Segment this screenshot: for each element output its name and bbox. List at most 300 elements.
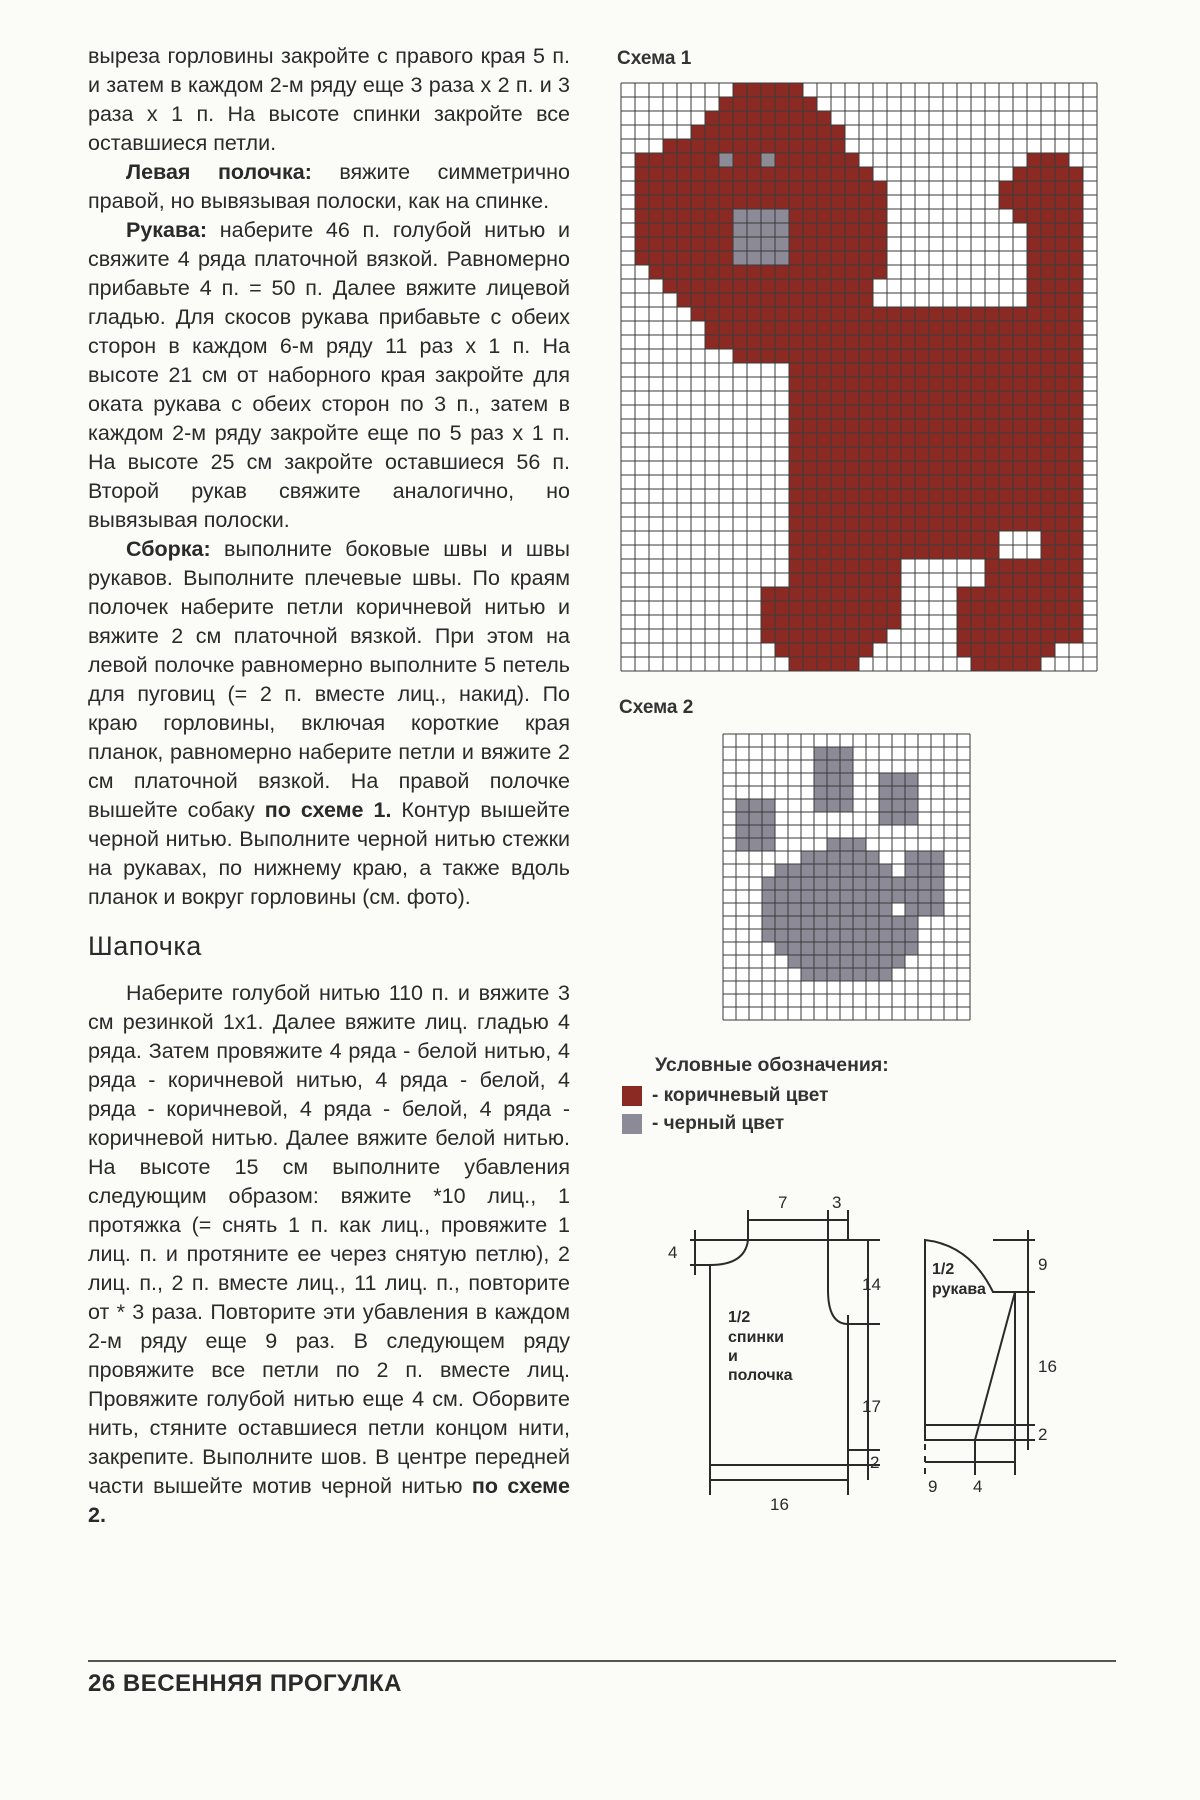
grid-cell xyxy=(971,545,985,559)
grid-cell xyxy=(719,335,733,349)
grid-cell xyxy=(761,265,775,279)
text-run: выреза горловины закройте с правого края 5 п. и затем в каждом 2-м ряду еще 3 раза х 2 п. и 3 раза х 1 п. На высоте спинки закройте все оставшиеся петли. xyxy=(88,44,570,155)
grid-cell xyxy=(817,587,831,601)
grid-cell xyxy=(840,929,853,942)
grid-cell xyxy=(817,223,831,237)
grid-cell xyxy=(705,167,719,181)
body-label-1: 1/2 xyxy=(728,1309,751,1326)
grid-cell xyxy=(879,968,892,981)
grid-cell xyxy=(775,587,789,601)
paragraph xyxy=(88,216,570,535)
grid-cell xyxy=(789,447,803,461)
grid-cell xyxy=(649,153,663,167)
grid-cell xyxy=(789,265,803,279)
grid-cell xyxy=(1041,209,1055,223)
grid-cell xyxy=(1055,293,1069,307)
grid-cell xyxy=(1013,321,1027,335)
grid-cell xyxy=(803,405,817,419)
grid-cell xyxy=(879,942,892,955)
grid-cell xyxy=(985,321,999,335)
grid-cell xyxy=(733,111,747,125)
grid-cell xyxy=(817,517,831,531)
grid-cell xyxy=(801,903,814,916)
grid-cell xyxy=(733,223,747,237)
grid-cell xyxy=(831,265,845,279)
grid-cell xyxy=(1055,559,1069,573)
grid-cell xyxy=(915,335,929,349)
grid-cell xyxy=(733,181,747,195)
grid-cell xyxy=(1069,587,1083,601)
grid-cell xyxy=(971,419,985,433)
grid-cell xyxy=(1069,517,1083,531)
grid-cell xyxy=(859,643,873,657)
grid-cell xyxy=(873,251,887,265)
grid-cell xyxy=(915,419,929,433)
grid-cell xyxy=(814,929,827,942)
grid-cell xyxy=(775,307,789,321)
text-run: Наберите голубой нитью 110 п. и вяжите 3 см резинкой 1х1. Далее вяжите лиц. гладью 4 ряда. Затем провяжите 4 ряда - белой нитью, 4 ряда - коричневой нитью, 4 ряда - белой, 4 ряда - коричневой, 4 ряда - белой, 4 ряда - коричневой нитью. Далее вяжите белой нитью. На высоте 15 см выполните убавления следующим образом: вяжите *10 лиц., 1 протяжка (= снять 1 п. как лиц., провяжите 1 лиц. п. и протяните ее через снятую петлю), 2 лиц. п., 2 п. вместе лиц., 11 лиц. п., повторите от * 3 раза. Повторите эти убавления в каждом 2-м ряду еще 9 раз. В следующем ряду провяжите все петли по 2 п. вместе лиц. Провяжите голубой нитью еще 4 см. Оборвите нить, стяните оставшиеся петли концом нити, закрепите. Выполните шов. В центре передней части вышейте мотив черной нитью xyxy=(88,981,570,1498)
grid-cell xyxy=(677,167,691,181)
grid-cell xyxy=(873,349,887,363)
grid-cell xyxy=(705,139,719,153)
grid-cell xyxy=(985,475,999,489)
grid-cell xyxy=(761,153,775,167)
grid-cell xyxy=(803,363,817,377)
grid-cell xyxy=(1055,223,1069,237)
page-number: 26 xyxy=(88,1670,116,1697)
grid-cell xyxy=(788,955,801,968)
grid-cell xyxy=(1013,335,1027,349)
grid-cell xyxy=(918,903,931,916)
grid-cell xyxy=(873,377,887,391)
grid-cell xyxy=(747,223,761,237)
grid-cell xyxy=(873,335,887,349)
grid-cell xyxy=(985,559,999,573)
grid-cell xyxy=(801,851,814,864)
grid-cell xyxy=(831,587,845,601)
grid-cell xyxy=(691,209,705,223)
grid-cell xyxy=(1055,461,1069,475)
grid-cell xyxy=(999,321,1013,335)
grid-cell xyxy=(957,447,971,461)
grid-cell xyxy=(999,601,1013,615)
grid-cell xyxy=(1041,601,1055,615)
grid-cell xyxy=(801,955,814,968)
grid-cell xyxy=(1069,391,1083,405)
grid-cell xyxy=(635,181,649,195)
grid-cell xyxy=(705,279,719,293)
grid-cell xyxy=(814,799,827,812)
grid-cell xyxy=(761,237,775,251)
grid-cell xyxy=(873,447,887,461)
grid-cell xyxy=(789,307,803,321)
grid-cell xyxy=(817,503,831,517)
grid-cell xyxy=(985,307,999,321)
grid-cell xyxy=(814,955,827,968)
grid-cell xyxy=(719,279,733,293)
grid-cell xyxy=(859,307,873,321)
grid-cell xyxy=(999,335,1013,349)
grid-cell xyxy=(901,489,915,503)
grid-cell xyxy=(845,251,859,265)
scheme2-title: Схема 2 xyxy=(619,697,694,718)
grid-cell xyxy=(803,335,817,349)
grid-cell xyxy=(1013,503,1027,517)
grid-cell xyxy=(845,461,859,475)
grid-cell xyxy=(859,209,873,223)
grid-cell xyxy=(803,447,817,461)
grid-cell xyxy=(957,391,971,405)
grid-cell xyxy=(817,419,831,433)
grid-cell xyxy=(905,864,918,877)
grid-cell xyxy=(1055,447,1069,461)
grid-cell xyxy=(929,475,943,489)
grid-cell xyxy=(1027,391,1041,405)
grid-cell xyxy=(1027,223,1041,237)
grid-cell xyxy=(957,615,971,629)
grid-cell xyxy=(1069,223,1083,237)
grid-cell xyxy=(915,545,929,559)
grid-cell xyxy=(803,307,817,321)
footer-divider xyxy=(88,1660,1116,1662)
grid-cell xyxy=(803,461,817,475)
grid-cell xyxy=(1041,629,1055,643)
grid-cell xyxy=(775,615,789,629)
grid-cell xyxy=(817,153,831,167)
grid-cell xyxy=(831,377,845,391)
grid-cell xyxy=(1055,307,1069,321)
grid-cell xyxy=(845,643,859,657)
grid-cell xyxy=(1027,195,1041,209)
grid-cell xyxy=(873,209,887,223)
grid-cell xyxy=(971,349,985,363)
grid-cell xyxy=(957,405,971,419)
grid-cell xyxy=(817,237,831,251)
grid-cell xyxy=(831,125,845,139)
grid-cell xyxy=(801,890,814,903)
grid-cell xyxy=(788,929,801,942)
grid-cell xyxy=(866,955,879,968)
grid-cell xyxy=(747,111,761,125)
grid-cell xyxy=(803,251,817,265)
grid-cell xyxy=(789,643,803,657)
grid-cell xyxy=(873,615,887,629)
grid-cell xyxy=(789,573,803,587)
grid-cell xyxy=(831,531,845,545)
grid-cell xyxy=(845,181,859,195)
grid-cell xyxy=(1013,307,1027,321)
grid-cell xyxy=(677,139,691,153)
grid-cell xyxy=(873,545,887,559)
grid-cell xyxy=(853,942,866,955)
grid-cell xyxy=(1013,349,1027,363)
paragraph xyxy=(88,158,570,216)
grid-cell xyxy=(831,405,845,419)
grid-cell xyxy=(827,864,840,877)
grid-cell xyxy=(733,293,747,307)
grid-cell xyxy=(814,968,827,981)
grid-cell xyxy=(817,601,831,615)
grid-cell xyxy=(901,349,915,363)
grid-cell xyxy=(873,419,887,433)
grid-cell xyxy=(817,139,831,153)
grid-cell xyxy=(677,265,691,279)
grid-cell xyxy=(999,587,1013,601)
grid-cell xyxy=(873,601,887,615)
grid-cell xyxy=(859,363,873,377)
grid-cell xyxy=(803,489,817,503)
grid-cell xyxy=(747,335,761,349)
grid-cell xyxy=(915,321,929,335)
grid-cell xyxy=(789,489,803,503)
grid-cell xyxy=(957,433,971,447)
grid-cell xyxy=(762,799,775,812)
grid-cell xyxy=(775,209,789,223)
grid-cell xyxy=(845,391,859,405)
grid-cell xyxy=(971,307,985,321)
legend-label-black: - черный цвет xyxy=(652,1113,785,1134)
grid-cell xyxy=(879,864,892,877)
grid-cell xyxy=(1013,181,1027,195)
grid-cell xyxy=(840,747,853,760)
grid-cell xyxy=(985,419,999,433)
grid-cell xyxy=(859,251,873,265)
grid-cell xyxy=(649,195,663,209)
body-label-4: полочка xyxy=(728,1367,793,1384)
grid-cell xyxy=(999,195,1013,209)
grid-cell xyxy=(1041,335,1055,349)
grid-cell xyxy=(747,97,761,111)
grid-cell xyxy=(803,321,817,335)
grid-cell xyxy=(971,657,985,671)
grid-cell xyxy=(788,864,801,877)
grid-cell xyxy=(831,615,845,629)
grid-cell xyxy=(803,279,817,293)
grid-cell xyxy=(635,237,649,251)
grid-cell xyxy=(761,111,775,125)
grid-cell xyxy=(1069,209,1083,223)
grid-cell xyxy=(827,838,840,851)
grid-cell xyxy=(1055,167,1069,181)
dim-right-bot: 2 xyxy=(870,1453,880,1472)
grid-cell xyxy=(761,349,775,363)
grid-cell xyxy=(775,125,789,139)
grid-cell xyxy=(845,167,859,181)
grid-cell xyxy=(733,307,747,321)
grid-cell xyxy=(677,181,691,195)
grid-cell xyxy=(663,223,677,237)
grid-cell xyxy=(789,475,803,489)
grid-cell xyxy=(859,391,873,405)
grid-cell xyxy=(1041,405,1055,419)
grid-cell xyxy=(887,559,901,573)
grid-cell xyxy=(762,825,775,838)
grid-cell xyxy=(831,139,845,153)
grid-cell xyxy=(817,447,831,461)
grid-cell xyxy=(803,587,817,601)
dim-right-top: 14 xyxy=(862,1275,881,1294)
grid-cell xyxy=(801,968,814,981)
grid-cell xyxy=(905,942,918,955)
grid-cell xyxy=(775,181,789,195)
grid-cell xyxy=(1013,195,1027,209)
grid-cell xyxy=(892,916,905,929)
grid-cell xyxy=(985,377,999,391)
grid-cell xyxy=(775,903,788,916)
grid-cell xyxy=(845,587,859,601)
grid-cell xyxy=(918,864,931,877)
grid-cell xyxy=(840,864,853,877)
grid-cell xyxy=(985,363,999,377)
grid-cell xyxy=(985,405,999,419)
grid-cell xyxy=(1069,251,1083,265)
grid-cell xyxy=(929,433,943,447)
grid-cell xyxy=(845,531,859,545)
grid-cell xyxy=(827,916,840,929)
grid-cell xyxy=(971,405,985,419)
grid-cell xyxy=(859,573,873,587)
grid-cell xyxy=(1055,195,1069,209)
grid-cell xyxy=(892,955,905,968)
grid-cell xyxy=(817,657,831,671)
grid-cell xyxy=(1055,237,1069,251)
grid-cell xyxy=(1041,489,1055,503)
grid-cell xyxy=(887,419,901,433)
grid-cell xyxy=(859,321,873,335)
grid-cell xyxy=(1027,153,1041,167)
grid-cell xyxy=(817,475,831,489)
grid-cell xyxy=(1055,475,1069,489)
grid-cell xyxy=(663,279,677,293)
grid-cell xyxy=(803,139,817,153)
grid-cell xyxy=(719,111,733,125)
grid-cell xyxy=(892,929,905,942)
grid-cell xyxy=(817,251,831,265)
grid-cell xyxy=(879,812,892,825)
grid-cell xyxy=(901,503,915,517)
legend-item-brown xyxy=(622,1082,828,1110)
grid-cell xyxy=(866,877,879,890)
grid-cell xyxy=(733,237,747,251)
grid-cell xyxy=(719,265,733,279)
grid-cell xyxy=(827,786,840,799)
grid-cell xyxy=(1055,391,1069,405)
grid-cell xyxy=(1027,601,1041,615)
grid-cell xyxy=(999,405,1013,419)
grid-cell xyxy=(985,447,999,461)
grid-cell xyxy=(817,391,831,405)
grid-cell xyxy=(749,812,762,825)
grid-cell xyxy=(775,916,788,929)
grid-cell xyxy=(887,615,901,629)
grid-cell xyxy=(853,916,866,929)
grid-cell xyxy=(761,223,775,237)
grid-cell xyxy=(705,251,719,265)
grid-cell xyxy=(1055,405,1069,419)
grid-cell xyxy=(827,760,840,773)
grid-cell xyxy=(801,942,814,955)
grid-cell xyxy=(873,363,887,377)
grid-cell xyxy=(905,903,918,916)
grid-cell xyxy=(649,209,663,223)
grid-cell xyxy=(929,363,943,377)
grid-cell xyxy=(929,545,943,559)
grid-cell xyxy=(943,335,957,349)
dim-sleeve-bot: 2 xyxy=(1038,1425,1048,1444)
grid-cell xyxy=(814,864,827,877)
grid-cell xyxy=(803,265,817,279)
grid-cell xyxy=(803,559,817,573)
grid-cell xyxy=(999,615,1013,629)
grid-cell xyxy=(831,433,845,447)
grid-cell xyxy=(1069,475,1083,489)
grid-cell xyxy=(887,433,901,447)
grid-cell xyxy=(901,433,915,447)
grid-cell xyxy=(677,153,691,167)
grid-cell xyxy=(1013,167,1027,181)
grid-cell xyxy=(691,139,705,153)
grid-cell xyxy=(747,265,761,279)
grid-cell xyxy=(1055,587,1069,601)
grid-cell xyxy=(1027,293,1041,307)
grid-cell xyxy=(859,517,873,531)
grid-cell xyxy=(887,447,901,461)
grid-cell xyxy=(1041,363,1055,377)
grid-cell xyxy=(971,629,985,643)
grid-cell xyxy=(1013,643,1027,657)
grid-cell xyxy=(943,391,957,405)
grid-cell xyxy=(1069,531,1083,545)
grid-cell xyxy=(999,475,1013,489)
grid-cell xyxy=(971,503,985,517)
grid-cell xyxy=(1069,265,1083,279)
grid-cell xyxy=(747,167,761,181)
grid-cell xyxy=(943,433,957,447)
grid-cell xyxy=(831,657,845,671)
grid-cell xyxy=(957,489,971,503)
grid-cell xyxy=(845,349,859,363)
grid-cell xyxy=(1041,265,1055,279)
grid-cell xyxy=(1069,629,1083,643)
text-run: вяжите симметрично правой, но вывязывая полоски, как на спинке. xyxy=(88,160,571,213)
grid-cell xyxy=(1069,307,1083,321)
grid-cell xyxy=(761,307,775,321)
grid-cell xyxy=(957,475,971,489)
grid-cell xyxy=(827,903,840,916)
grid-cell xyxy=(1055,433,1069,447)
grid-cell xyxy=(943,321,957,335)
grid-cell xyxy=(747,125,761,139)
grid-cell xyxy=(853,851,866,864)
grid-cell xyxy=(775,153,789,167)
hat-instructions xyxy=(88,979,570,1530)
grid-cell xyxy=(789,167,803,181)
grid-cell xyxy=(845,503,859,517)
grid-cell xyxy=(831,475,845,489)
grid-cell xyxy=(943,363,957,377)
grid-cell xyxy=(915,433,929,447)
grid-cell xyxy=(733,83,747,97)
grid-cell xyxy=(814,942,827,955)
grid-cell xyxy=(775,601,789,615)
grid-cell xyxy=(943,545,957,559)
grid-cell xyxy=(635,195,649,209)
grid-cell xyxy=(803,573,817,587)
grid-cell xyxy=(1041,531,1055,545)
grid-cell xyxy=(1027,629,1041,643)
grid-cell xyxy=(845,615,859,629)
dim-top-a: 7 xyxy=(778,1193,788,1212)
